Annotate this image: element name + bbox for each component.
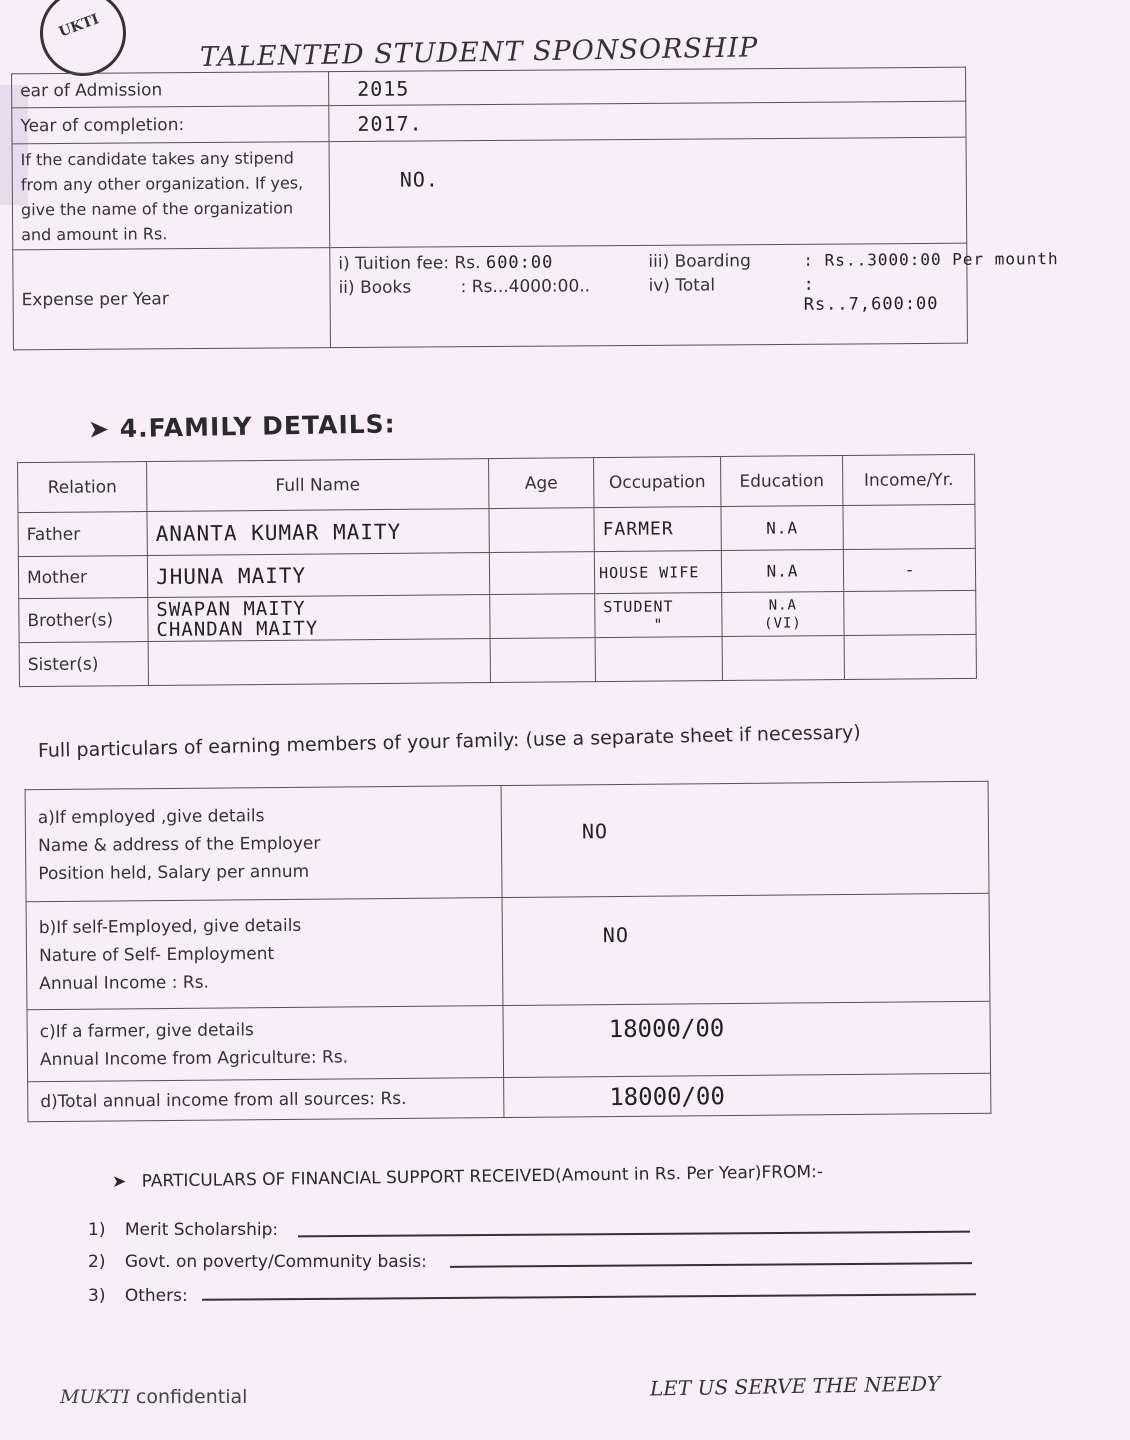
relation-cell: Brother(s) [19,598,148,643]
total-income-value: 18000/00 [504,1073,991,1117]
footer-motto: LET US SERVE THE NEEDY [649,1371,941,1401]
table-row [12,137,967,250]
header-occupation: Occupation [594,457,721,508]
total-income-label: d)Total annual income from all sources: Rs. [28,1078,504,1122]
education-cell: N.A [721,505,843,550]
header-full-name: Full Name [147,459,489,512]
stipend-value: NO. [329,137,967,247]
govt-blank-line [450,1262,972,1267]
family-table [17,454,977,687]
name-cell [148,595,490,642]
education-cell: N.A [721,549,843,592]
age-cell [490,594,595,639]
arrow-bullet-icon: ➤ [87,414,111,444]
books-value: : Rs...4000:00.. [460,276,591,298]
income-cell [844,634,976,679]
header-education: Education [721,455,843,506]
item-label: Govt. on poverty/Community basis: [124,1252,427,1272]
income-cell [843,504,975,549]
item-number: 2) [88,1252,106,1272]
total-value: : Rs..7,600:00 [803,274,939,315]
label-line: b)If self-Employed, give details [38,915,302,938]
education-cell [722,591,844,636]
boarding-label: iii) Boarding [648,251,751,272]
income-cell [844,590,976,635]
brother-name-2: CHANDAN MAITY [156,617,319,641]
relation-cell: Mother [18,556,147,599]
books-label: ii) Books [338,277,412,299]
total-label: iv) Total [648,275,716,296]
occupation-cell [595,637,722,682]
table-row [13,243,968,350]
item-number: 3) [88,1286,106,1306]
occupation-cell [595,593,722,638]
boarding-value: : Rs..3000:00 Per mounth [803,249,1059,270]
farmer-label [27,1006,504,1082]
earning-members-heading: Full particulars of earning members of your family: (use a separate sheet if necessary) [37,721,861,762]
table-row [27,1001,991,1081]
footer-confidential [60,1386,247,1408]
section-heading-text: 4.FAMILY DETAILS: [119,409,396,444]
education-cell [722,635,844,680]
employed-label [25,786,502,902]
farmer-income-value: 18000/00 [503,1001,991,1077]
admission-value: 2015 [329,67,966,105]
form-title: TALENTED STUDENT SPONSORSHIP [199,32,759,73]
merit-blank-line [298,1231,970,1237]
header-age: Age [489,458,594,509]
label-line: Name & address of the Employer [37,833,321,856]
sponsorship-table [11,67,1059,351]
others-item [88,1286,188,1306]
completion-value: 2017. [329,101,966,141]
financial-heading-text: PARTICULARS OF FINANCIAL SUPPORT RECEIVED(Amount in Rs. Per Year)FROM:- [141,1162,824,1192]
tuition-fee [338,252,648,274]
brother-name-1: SWAPAN MAITY [156,597,306,621]
occupation-cell: HOUSE WIFE [594,551,721,594]
brother-education-1: N.A [768,596,798,614]
name-cell: JHUNA MAITY [147,553,489,598]
label-line: Annual Income : Rs. [39,972,210,994]
completion-label: Year of completion: [12,106,329,144]
occupation-cell: FARMER [594,507,721,552]
name-cell [148,639,490,686]
table-header-row [18,454,975,512]
employed-value: NO [501,781,989,897]
merit-scholarship-item [88,1220,278,1240]
books [338,276,648,318]
table-row [26,893,990,1009]
label-line: Nature of Self- Employment [38,943,275,966]
footer-brand: MUKTI [60,1386,130,1408]
arrow-bullet-icon: ➤ [111,1171,127,1192]
self-employed-label [26,898,503,1010]
label-line: Position held, Salary per annum [38,861,310,884]
item-label: Others: [124,1286,188,1306]
earning-table [25,781,992,1122]
relation-cell: Father [18,512,147,557]
govt-support-item [88,1252,427,1272]
age-cell [489,552,594,595]
table-row [19,634,976,686]
footer-confidential-text: confidential [135,1386,248,1408]
item-label: Merit Scholarship: [124,1220,279,1240]
label-line: a)If employed ,give details [37,805,265,828]
stipend-label: If the candidate takes any stipend from any other organization. If yes, give the name of the organization and amount in Rs. [12,142,330,250]
self-employed-value: NO [502,893,990,1005]
table-row [25,781,989,901]
label-line: Annual Income from Agriculture: Rs. [39,1046,349,1070]
age-cell [489,508,594,553]
expense-details [330,243,1059,347]
brother-education-2: (VI) [764,614,802,632]
header-relation: Relation [18,462,147,513]
expense-label: Expense per Year [13,248,331,350]
relation-cell: Sister(s) [19,642,148,687]
income-cell: - [843,548,975,591]
tuition-label: i) Tuition fee: Rs. [338,253,481,275]
financial-support-heading [112,1162,823,1192]
others-blank-line [202,1293,976,1300]
brother-occupation-1: STUDENT [603,596,674,616]
family-details-heading [88,409,396,443]
label-line: c)If a farmer, give details [39,1019,254,1042]
name-cell: ANANTA KUMAR MAITY [147,509,489,556]
header-income: Income/Yr. [843,454,975,505]
logo-text: UKTI [56,11,102,41]
brother-occupation-2: " [653,615,664,634]
table-row [28,1073,991,1121]
admission-label: ear of Admission [12,72,329,108]
tuition-value: 600:00 [485,252,554,274]
item-number: 1) [88,1220,106,1240]
age-cell [490,638,595,683]
